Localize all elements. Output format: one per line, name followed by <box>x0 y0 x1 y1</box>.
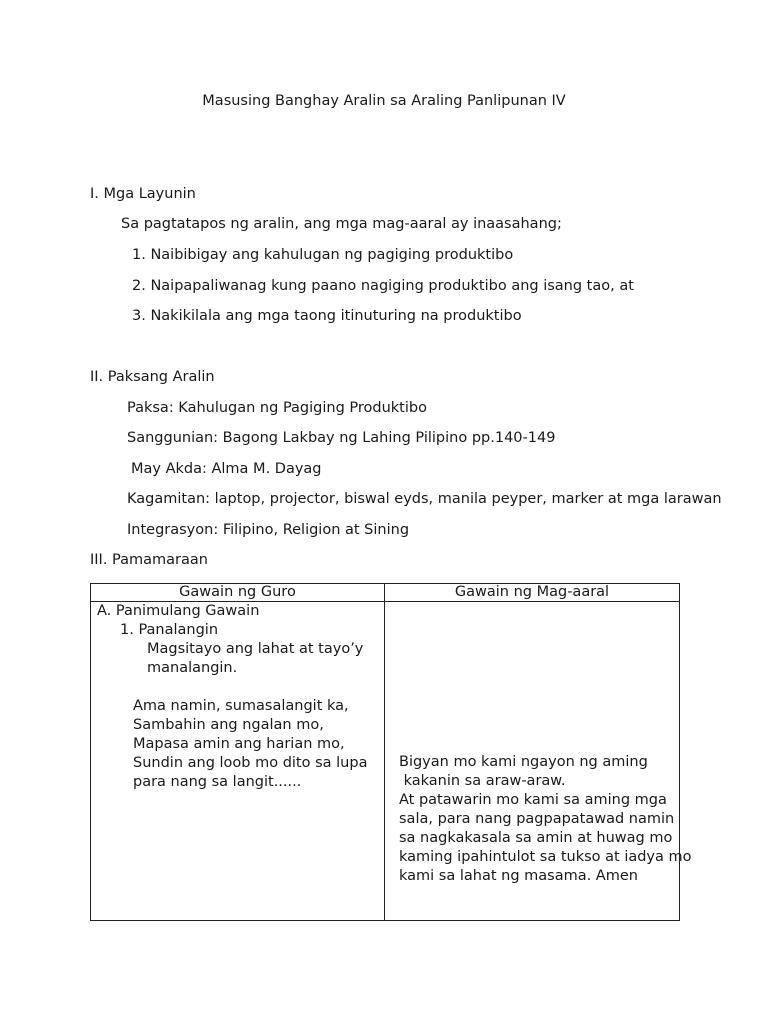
teacher-cell <box>91 602 385 921</box>
student-cell <box>385 602 692 921</box>
subject-kagamitan: Kagamitan: laptop, projector, biswal eyds, manila peyper, marker at mga larawan <box>127 491 722 507</box>
student-prayer-line: sa nagkakasala sa amin at huwag mo <box>399 830 673 846</box>
section-heading-paksang-aralin: II. Paksang Aralin <box>90 369 215 385</box>
table-row <box>91 602 680 921</box>
student-prayer-line: sala, para nang pagpapatawad namin <box>399 811 675 827</box>
prayer-line: Mapasa amin ang harian mo, <box>133 736 345 752</box>
student-prayer-line: Bigyan mo kami ngayon ng aming <box>399 754 648 770</box>
sub-heading-panimulang-gawain: A. Panimulang Gawain <box>97 603 260 619</box>
section-heading-pamamaraan: III. Pamamaraan <box>90 552 208 568</box>
table-header-row <box>91 584 680 602</box>
student-prayer-line: kakanin sa araw-araw. <box>399 773 566 789</box>
objective-item: 1. Naibibigay ang kahulugan ng pagiging produktibo <box>132 247 514 263</box>
prayer-line: Sambahin ang ngalan mo, <box>133 717 324 733</box>
subject-sanggunian: Sanggunian: Bagong Lakbay ng Lahing Pilipino pp.140-149 <box>127 430 556 446</box>
objective-item: 2. Naipapaliwanag kung paano nagiging produktibo ang isang tao, at <box>132 278 634 294</box>
procedure-table <box>90 583 692 921</box>
objectives-intro: Sa pagtatapos ng aralin, ang mga mag-aaral ay inaasahang; <box>121 216 562 232</box>
subject-integrasyon: Integrasyon: Filipino, Religion at Sining <box>127 522 410 538</box>
objective-item: 3. Nakikilala ang mga taong itinuturing na produktibo <box>132 308 522 324</box>
section-heading-layunin: I. Mga Layunin <box>90 186 196 202</box>
subject-paksa: Paksa: Kahulugan ng Pagiging Produktibo <box>127 400 427 416</box>
header-gawain-ng-mag-aaral: Gawain ng Mag-aaral <box>385 584 680 602</box>
instruction-line: manalangin. <box>147 660 238 676</box>
instruction-line: Magsitayo ang lahat at tayo’y <box>147 641 364 657</box>
header-gawain-ng-guro: Gawain ng Guro <box>91 584 385 602</box>
prayer-line: para nang sa langit...... <box>133 774 302 790</box>
student-prayer-line: At patawarin mo kami sa aming mga <box>399 792 667 808</box>
subject-may-akda: May Akda: Alma M. Dayag <box>131 461 322 477</box>
student-prayer-line: kaming ipahintulot sa tukso at iadya mo <box>399 849 692 865</box>
prayer-line: Sundin ang loob mo dito sa lupa <box>133 755 368 771</box>
prayer-line: Ama namin, sumasalangit ka, <box>133 698 349 714</box>
item-panalangin: 1. Panalangin <box>120 622 219 638</box>
document-title: Masusing Banghay Aralin sa Araling Panlipunan IV <box>202 93 566 109</box>
student-prayer-line: kami sa lahat ng masama. Amen <box>399 868 638 884</box>
